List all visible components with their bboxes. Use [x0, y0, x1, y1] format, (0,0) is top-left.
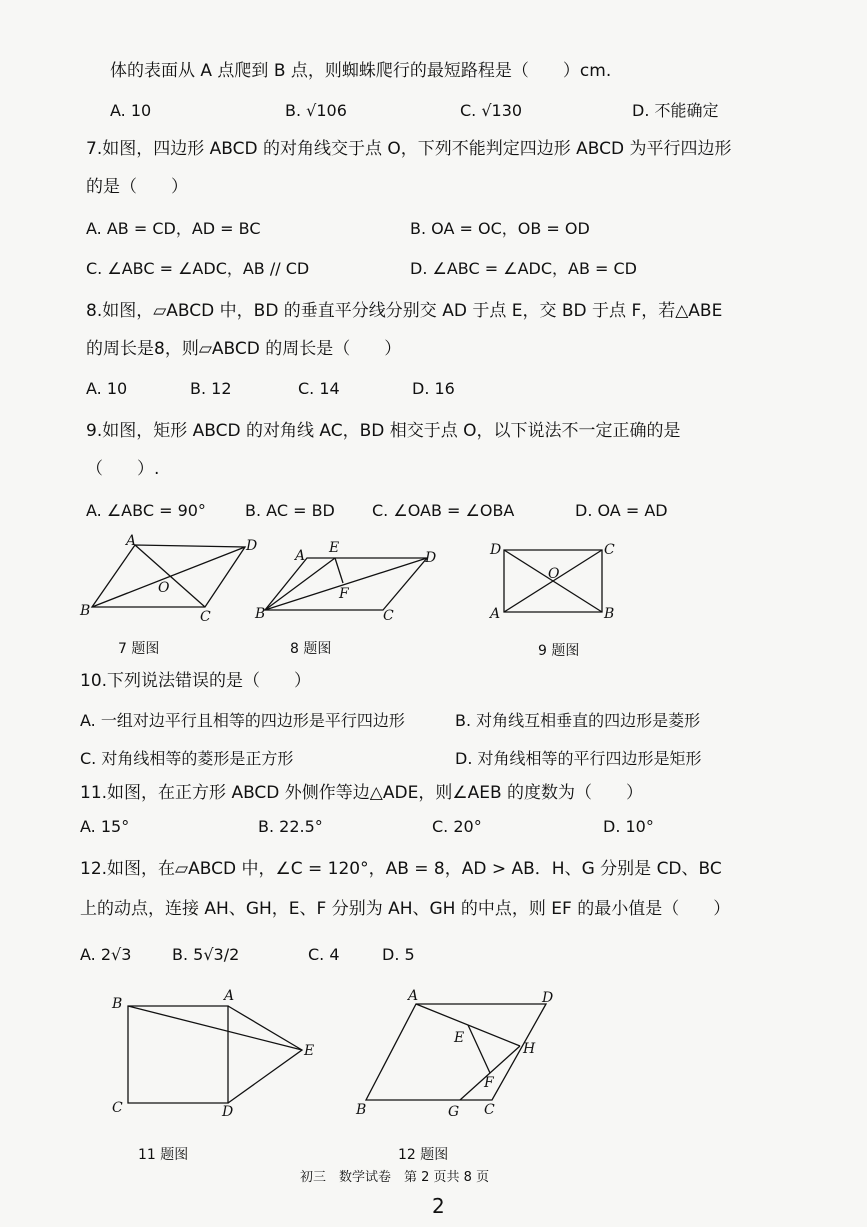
q9-option-c: C. ∠OAB = ∠OBA — [372, 501, 515, 520]
q12-stem-line1: 12.如图，在▱ABCD 中，∠C = 120°，AB = 8，AD > AB．H、G 分别是 CD、BC — [80, 859, 722, 879]
fig7-caption: 7 题图 — [118, 641, 160, 657]
fig8-diagonal-bd — [265, 558, 427, 610]
fig8-label-b: B — [255, 606, 266, 622]
fig7-label-c: C — [200, 609, 211, 625]
fig9-caption: 9 题图 — [538, 643, 580, 659]
q7-stem-line2: 的是（ ） — [86, 177, 188, 197]
fig11-caption: 11 题图 — [138, 1147, 189, 1163]
fig12-label-d: D — [542, 990, 554, 1006]
figure-12 — [350, 990, 570, 1120]
q8-stem-line2: 的周长是8，则▱ABCD 的周长是（ ） — [86, 339, 402, 359]
q11-option-d: D. 10° — [603, 817, 654, 836]
fig8-label-d: D — [425, 550, 437, 566]
page-number: 2 — [432, 1194, 445, 1218]
fig11-label-d: D — [222, 1104, 234, 1120]
q11-option-b: B. 22.5° — [258, 817, 323, 836]
q9-option-b: B. AC = BD — [245, 501, 335, 520]
fig7-label-o: O — [158, 580, 170, 596]
q12-option-d: D. 5 — [382, 945, 415, 964]
fig9-label-c: C — [604, 542, 615, 558]
q8-option-b: B. 12 — [190, 379, 232, 398]
figure-11 — [110, 988, 330, 1118]
q11-option-c: C. 20° — [432, 817, 482, 836]
fig11-label-e: E — [304, 1043, 315, 1059]
q12-stem-line2: 上的动点，连接 AH、GH，E、F 分别为 AH、GH 的中点，则 EF 的最小值是（ ） — [80, 899, 731, 919]
fig12-label-e: E — [454, 1030, 465, 1046]
q10-option-d: D. 对角线相等的平行四边形是矩形 — [455, 749, 702, 768]
q10-option-a: A. 一组对边平行且相等的四边形是平行四边形 — [80, 711, 405, 730]
q6-option-a: A. 10 — [110, 101, 152, 120]
q10-option-c: C. 对角线相等的菱形是正方形 — [80, 749, 294, 768]
fig12-caption: 12 题图 — [398, 1147, 449, 1163]
q10-option-b: B. 对角线互相垂直的四边形是菱形 — [455, 711, 701, 730]
fig12-label-b: B — [356, 1102, 367, 1118]
figure-8 — [255, 540, 445, 625]
fig11-label-c: C — [112, 1100, 123, 1116]
q7-stem-line1: 7.如图，四边形 ABCD 的对角线交于点 O，下列不能判定四边形 ABCD 为平行四边形 — [86, 139, 732, 159]
q6-option-d: D. 不能确定 — [632, 101, 719, 120]
q7-option-d: D. ∠ABC = ∠ADC，AB = CD — [410, 259, 638, 278]
q8-option-c: C. 14 — [298, 379, 340, 398]
fig12-label-g: G — [448, 1104, 460, 1120]
q9-stem-line1: 9.如图，矩形 ABCD 的对角线 AC，BD 相交于点 O，以下说法不一定正确的是 — [86, 421, 681, 441]
fig8-segment-ef — [335, 558, 343, 583]
fig11-label-b: B — [112, 996, 123, 1012]
q12-option-c: C. 4 — [308, 945, 340, 964]
fig12-label-h: H — [523, 1041, 536, 1057]
fig9-label-d: D — [490, 542, 502, 558]
q11-option-a: A. 15° — [80, 817, 130, 836]
fig9-label-b: B — [604, 606, 615, 622]
fig11-label-a: A — [224, 988, 235, 1004]
fig11-triangle-ade — [228, 1006, 302, 1103]
fig7-label-a: A — [126, 533, 137, 549]
fig12-label-c: C — [484, 1102, 495, 1118]
fig7-diagonal-bd — [92, 547, 245, 607]
figure-9 — [490, 540, 620, 620]
q12-option-a: A. 2√3 — [80, 945, 132, 964]
fig8-label-f: F — [339, 586, 349, 602]
q9-option-d: D. OA = AD — [575, 501, 668, 520]
fig9-label-a: A — [490, 606, 501, 622]
q10-stem: 10.下列说法错误的是（ ） — [80, 671, 312, 691]
q6-option-c: C. √130 — [460, 101, 523, 120]
q11-stem: 11.如图，在正方形 ABCD 外侧作等边△ADE，则∠AEB 的度数为（ ） — [80, 783, 644, 803]
q9-stem-line2: （ ）. — [86, 459, 160, 479]
q7-option-b: B. OA = OC，OB = OD — [410, 219, 590, 238]
q6-option-b: B. √106 — [285, 101, 347, 120]
figure-7 — [80, 535, 260, 625]
q7-option-c: C. ∠ABC = ∠ADC，AB // CD — [86, 259, 310, 278]
fig11-square — [128, 1006, 228, 1103]
fig9-label-o: O — [548, 566, 560, 582]
fig8-caption: 8 题图 — [290, 641, 332, 657]
q12-option-b: B. 5√3/2 — [172, 945, 240, 964]
fig12-parallelogram — [366, 1004, 546, 1100]
q7-option-a: A. AB = CD，AD = BC — [86, 219, 261, 238]
q9-option-a: A. ∠ABC = 90° — [86, 501, 206, 520]
fig8-label-c: C — [383, 608, 394, 624]
q8-stem-line1: 8.如图，▱ABCD 中，BD 的垂直平分线分别交 AD 于点 E，交 BD 于点 F，若△ABE — [86, 301, 723, 321]
q8-option-d: D. 16 — [412, 379, 455, 398]
q6-stem-tail: 体的表面从 A 点爬到 B 点，则蜘蛛爬行的最短路程是（ ）cm. — [110, 61, 612, 81]
fig12-label-f: F — [484, 1075, 494, 1091]
q8-option-a: A. 10 — [86, 379, 128, 398]
fig7-label-b: B — [80, 603, 91, 619]
fig8-label-a: A — [295, 548, 306, 564]
fig8-label-e: E — [329, 540, 340, 556]
fig7-label-d: D — [246, 538, 258, 554]
footer-page-info: 初三 数学试卷 第 2 页共 8 页 — [300, 1170, 490, 1185]
fig12-label-a: A — [408, 988, 419, 1004]
fig11-segment-be — [128, 1006, 302, 1050]
